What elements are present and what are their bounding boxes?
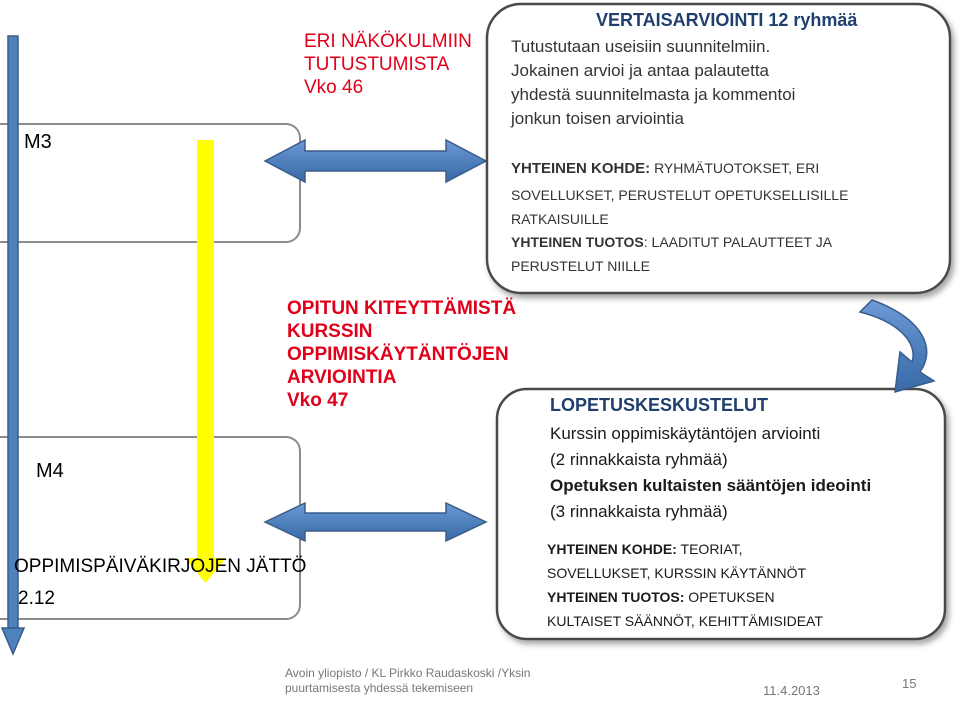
box2-kohde-label: YHTEINEN KOHDE:	[547, 541, 677, 557]
footer-credit	[285, 666, 530, 696]
box1-line: Tutustutaan useisiin suunnitelmiin.	[511, 37, 771, 56]
box2-line: Kurssin oppimiskäytäntöjen arviointi	[550, 424, 821, 443]
week47-line: Vko 47	[287, 390, 349, 411]
curved-arrow	[860, 300, 934, 392]
double-arrow-top	[265, 140, 486, 182]
box2-line: (2 rinnakkaista ryhmää)	[550, 450, 728, 469]
box1-tuotos-text: PERUSTELUT NIILLE	[511, 258, 651, 274]
week46-line: ERI NÄKÖKULMIIN	[304, 31, 472, 52]
week47-line: OPPIMISKÄYTÄNTÖJEN	[287, 344, 509, 365]
box2-line: (3 rinnakkaista ryhmää)	[550, 502, 728, 521]
week47-line: KURSSIN	[287, 321, 373, 342]
week46-block	[304, 30, 472, 99]
label-m3: M3	[24, 131, 52, 153]
box2-line: Opetuksen kultaisten sääntöjen ideointi	[550, 476, 872, 495]
box2-kohde-text: SOVELLUKSET, KURSSIN KÄYTÄNNÖT	[547, 565, 807, 581]
box2-tuotos-label: YHTEINEN TUOTOS:	[547, 589, 685, 605]
box1-line: Jokainen arvioi ja antaa palautetta	[511, 61, 770, 80]
label-m4: M4	[36, 460, 64, 482]
week47-block	[287, 297, 516, 412]
box1-title: VERTAISARVIOINTI 12 ryhmää	[596, 10, 858, 30]
box2-tuotos-text: OPETUKSEN	[684, 589, 775, 605]
week46-line: Vko 46	[304, 77, 364, 98]
box2-description	[550, 421, 871, 525]
box2-kohde-text: TEORIAT,	[676, 541, 743, 557]
box2-details	[547, 537, 823, 633]
label-date-2-12: 2.12	[18, 588, 55, 609]
box2-title: LOPETUSKESKUSTELUT	[550, 395, 769, 415]
footer-date: 11.4.2013	[763, 683, 820, 698]
box1-kohde-label: YHTEINEN KOHDE:	[511, 160, 651, 177]
box1-kohde-text: RYHMÄTUOTOKSET, ERI	[650, 160, 820, 176]
footer-credit-line: Avoin yliopisto / KL Pirkko Raudaskoski /Yksin	[285, 666, 531, 680]
box1-description	[511, 35, 795, 131]
week46-line: TUTUSTUMISTA	[304, 54, 450, 75]
page-number: 15	[902, 676, 917, 691]
box2-tuotos-text: KULTAISET SÄÄNNÖT, KEHITTÄMISIDEAT	[547, 613, 823, 629]
box1-tuotos-text: : LAADITUT PALAUTTEET JA	[643, 234, 833, 250]
box1-tuotos-label: YHTEINEN TUOTOS	[511, 234, 644, 250]
box1-line: jonkun toisen arviointia	[511, 109, 684, 128]
box1-details	[511, 155, 848, 278]
box1-kohde-text: SOVELLUKSET, PERUSTELUT OPETUKSELLISILLE	[511, 187, 849, 203]
yellow-arrow	[185, 140, 226, 583]
week47-line: ARVIOINTIA	[287, 367, 397, 388]
box1-line: yhdestä suunnitelmasta ja kommentoi	[511, 85, 796, 104]
box1-kohde-text: RATKAISUILLE	[511, 211, 609, 227]
label-oppimispaivakirjat: OPPIMISPÄIVÄKIRJOJEN JÄTTÖ	[14, 556, 307, 577]
footer-credit-line: puurtamisesta yhdessä tekemiseen	[285, 681, 474, 695]
double-arrow-bottom	[265, 503, 486, 541]
week47-line: OPITUN KITEYTTÄMISTÄ	[287, 298, 517, 319]
